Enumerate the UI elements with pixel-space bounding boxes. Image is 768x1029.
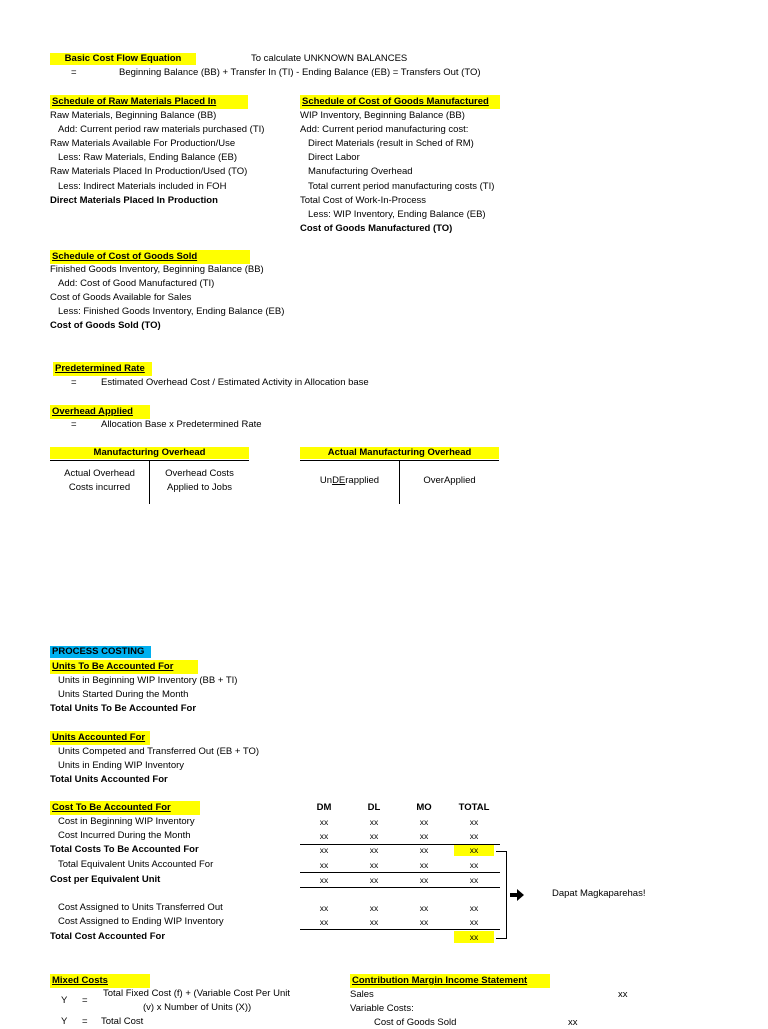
cm-sales-label: Sales — [350, 989, 374, 1000]
units-to-account-line: Units in Beginning WIP Inventory (BB + TI) — [58, 675, 238, 686]
cogs-title: Schedule of Cost of Goods Sold — [50, 250, 250, 264]
cm-cogs-value: xx — [568, 1017, 578, 1028]
raw-materials-line: Raw Materials Placed In Production/Used (TO) — [50, 166, 248, 178]
right-arrow-icon — [510, 889, 524, 901]
table-cell: xx — [319, 860, 329, 870]
table-row-label: Total Equivalent Units Accounted For — [58, 859, 214, 870]
table-cell: xx — [369, 831, 379, 841]
cogs-line: Add: Cost of Good Manufactured (TI) — [58, 278, 215, 290]
table-rule-4 — [300, 929, 500, 930]
table-cell: xx — [419, 917, 429, 927]
table-row-label: Cost Assigned to Units Transferred Out — [58, 902, 223, 913]
cost-to-account-title: Cost To Be Accounted For — [50, 801, 200, 815]
table-cell: xx — [469, 903, 479, 913]
units-to-account-line: Total Units To Be Accounted For — [50, 703, 197, 715]
table-row-label: Total Costs To Be Accounted For — [50, 844, 199, 855]
units-accounted-title: Units Accounted For — [50, 731, 150, 745]
cogm-line: Less: WIP Inventory, Ending Balance (EB) — [308, 208, 486, 220]
overhead-applied-eq-sign: = — [71, 419, 77, 430]
overapplied-label: OverApplied — [423, 475, 476, 486]
match-note: Dapat Magkaparehas! — [552, 888, 646, 899]
table-cell: xx — [369, 917, 379, 927]
column-header: DL — [367, 802, 381, 813]
table-cell: xx — [369, 903, 379, 913]
process-costing-title: PROCESS COSTING — [50, 646, 151, 658]
cogm-line: Direct Materials (result in Sched of RM) — [308, 138, 474, 150]
table-cell: xx — [319, 831, 329, 841]
table-cell: xx — [469, 860, 479, 870]
cogm-line: WIP Inventory, Beginning Balance (BB) — [300, 110, 465, 121]
mfg-overhead-title: Manufacturing Overhead — [50, 447, 249, 459]
contribution-margin-title: Contribution Margin Income Statement — [350, 974, 550, 988]
raw-materials-line: Add: Current period raw materials purchased (TI) — [58, 124, 265, 136]
raw-materials-line: Less: Raw Materials, Ending Balance (EB) — [58, 152, 237, 164]
table-cell: xx — [319, 845, 329, 855]
mfg-overhead-debit-1: Actual Overhead — [64, 468, 135, 479]
column-header: MO — [416, 802, 432, 813]
table-cell: xx — [369, 860, 379, 870]
overhead-applied-title: Overhead Applied — [50, 405, 150, 419]
raw-materials-line: Less: Indirect Materials included in FOH — [58, 180, 227, 192]
mixed-costs-eq: = — [82, 995, 88, 1006]
table-row-label: Cost per Equivalent Unit — [50, 874, 161, 885]
cogm-line: Total current period manufacturing costs (TI) — [308, 180, 495, 192]
cogs-line: Finished Goods Inventory, Beginning Balance (BB) — [50, 264, 264, 275]
cogm-line: Total Cost of Work-In-Process — [300, 194, 427, 206]
mfg-overhead-credit-2: Applied to Jobs — [167, 482, 232, 493]
table-cell: xx — [469, 917, 479, 927]
column-header: TOTAL — [458, 802, 490, 813]
table-row-label: Total Cost Accounted For — [50, 931, 166, 942]
mixed-costs-eq2: = — [82, 1016, 88, 1027]
raw-materials-title: Schedule of Raw Materials Placed In — [50, 95, 248, 109]
table-row-label: Cost in Beginning WIP Inventory — [58, 816, 195, 827]
overhead-applied-formula: Allocation Base x Predetermined Rate — [101, 419, 262, 430]
predetermined-rate-eq-sign: = — [71, 377, 77, 388]
table-cell: xx — [469, 831, 479, 841]
mixed-costs-formula-1: Total Fixed Cost (f) + (Variable Cost Per Unit — [103, 988, 290, 999]
raw-materials-line: Raw Materials Available For Production/Use — [50, 138, 236, 150]
table-cell: xx — [419, 817, 429, 827]
mixed-costs-y: Y — [61, 995, 68, 1006]
units-to-account-title: Units To Be Accounted For — [50, 660, 198, 674]
units-accounted-line: Units Competed and Transferred Out (EB + TO) — [58, 746, 260, 757]
table-rule-3 — [300, 887, 500, 888]
bracket-bottom — [496, 938, 507, 939]
table-cell: xx — [419, 831, 429, 841]
table-cell: xx — [319, 903, 329, 913]
cogm-line: Add: Current period manufacturing cost: — [300, 124, 469, 136]
table-rule-1 — [300, 844, 500, 845]
cogm-line: Direct Labor — [308, 152, 360, 164]
mixed-costs-y2: Y — [61, 1016, 68, 1027]
mfg-overhead-credit-1: Overhead Costs — [165, 468, 234, 479]
cogm-line: Cost of Goods Manufactured (TO) — [300, 222, 453, 234]
table-cell: xx — [454, 844, 494, 856]
cost-flow-eq-sign: = — [71, 67, 77, 78]
cost-flow-title: Basic Cost Flow Equation — [50, 53, 196, 65]
table-cell: xx — [319, 917, 329, 927]
cost-flow-subtitle: To calculate UNKNOWN BALANCES — [251, 53, 408, 64]
cost-flow-equation: Beginning Balance (BB) + Transfer In (TI) - Ending Balance (EB) = Transfers Out (TO) — [119, 67, 481, 78]
cm-variable-costs-label: Variable Costs: — [350, 1003, 414, 1014]
underapplied-label: UnDErapplied — [319, 475, 380, 486]
units-accounted-line: Units in Ending WIP Inventory — [58, 760, 185, 772]
actual-overhead-title: Actual Manufacturing Overhead — [300, 447, 499, 459]
table-cell: xx — [419, 903, 429, 913]
table-rule-2 — [300, 872, 500, 873]
units-to-account-line: Units Started During the Month — [58, 689, 189, 701]
bracket-vertical — [506, 851, 507, 939]
mixed-costs-formula-3: Total Cost — [101, 1016, 144, 1027]
mfg-overhead-debit-2: Costs incurred — [68, 482, 131, 493]
table-row-label: Cost Assigned to Ending WIP Inventory — [58, 916, 224, 927]
units-accounted-line: Total Units Accounted For — [50, 774, 168, 786]
raw-materials-line: Raw Materials, Beginning Balance (BB) — [50, 110, 217, 121]
cm-sales-value: xx — [618, 989, 628, 1000]
table-cell: xx — [369, 875, 379, 885]
table-cell: xx — [369, 817, 379, 827]
cm-cogs-label: Cost of Goods Sold — [374, 1017, 457, 1028]
predetermined-rate-title: Predetermined Rate — [53, 362, 152, 376]
table-cell: xx — [419, 860, 429, 870]
table-cell: xx — [319, 875, 329, 885]
table-row-label: Cost Incurred During the Month — [58, 830, 191, 841]
predetermined-rate-formula: Estimated Overhead Cost / Estimated Activity in Allocation base — [101, 377, 369, 388]
cogm-title: Schedule of Cost of Goods Manufactured — [300, 95, 500, 109]
table-cell: xx — [419, 875, 429, 885]
table-cell: xx — [469, 817, 479, 827]
table-cell: xx — [319, 817, 329, 827]
mixed-costs-title: Mixed Costs — [50, 974, 150, 988]
table-cell: xx — [469, 875, 479, 885]
table-cell: xx — [454, 931, 494, 943]
table-cell: xx — [419, 845, 429, 855]
raw-materials-line: Direct Materials Placed In Production — [50, 194, 218, 206]
cogs-line: Cost of Goods Available for Sales — [50, 292, 192, 304]
mixed-costs-formula-2: (v) x Number of Units (X)) — [143, 1002, 252, 1013]
cogs-line: Cost of Goods Sold (TO) — [50, 320, 161, 332]
cogm-line: Manufacturing Overhead — [308, 166, 413, 178]
table-cell: xx — [369, 845, 379, 855]
cogs-line: Less: Finished Goods Inventory, Ending Balance (EB) — [58, 306, 285, 318]
column-header: DM — [316, 802, 332, 813]
